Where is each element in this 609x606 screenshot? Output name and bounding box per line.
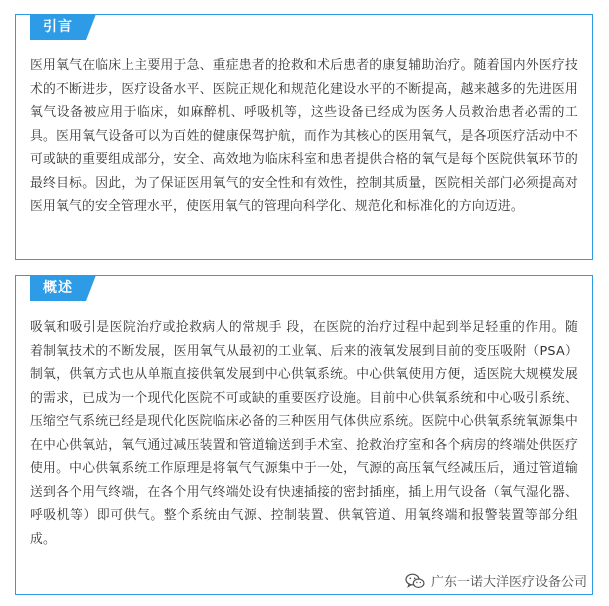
intro-header bbox=[30, 14, 96, 40]
intro-section bbox=[15, 14, 593, 260]
overview-tag-slant bbox=[86, 275, 96, 301]
watermark bbox=[405, 571, 587, 590]
intro-tag: 引言 bbox=[30, 14, 86, 40]
overview-header bbox=[30, 275, 96, 301]
overview-section bbox=[15, 275, 593, 595]
wechat-icon bbox=[405, 573, 425, 589]
watermark-text: 广东一诺大洋医疗设备公司 bbox=[430, 575, 587, 590]
intro-tag-slant bbox=[86, 14, 96, 40]
overview-tag: 概述 bbox=[30, 275, 86, 301]
intro-paragraph: 医用氧气在临床上主要用于急、重症患者的抢救和术后患者的康复辅助治疗。随着国内外医疗技术的不断进步，医疗设备水平、医院正规化和规范化建设水平的不断提高，越来越多的先进医用氧气设备被应用于临床，如麻醉机、呼吸机等，这些设备已经成为医务人员救治患者必需的工具。医用氧气设备可以为百姓的健康保驾护航，而作为其核心的医用氧气，是各项医疗活动中不可或缺的重要组成部分，安全、高效地为临床科室和患者提供合格的氧气是每个医院供氧环节的最终目标。因此，为了保证医用氧气的安全性和有效性，控制其质量，医院相关部门必须提高对医用氧气的安全管理水平，使医用氧气的管理向科学化、规范化和标准化的方向迈进。 bbox=[30, 58, 578, 214]
overview-paragraph: 吸氧和吸引是医院治疗或抢救病人的常规手 段，在医院的治疗过程中起到举足轻重的作用。随着制氧技术的不断发展，医用氧气从最初的工业氧、后来的液氧发展到目前的变压吸附（PSA）制氧，供氧方式也从单瓶直接供氧发展到中心供氧系统。中心供氧使用方便，适医院大规模发展的需求，已成为一个现代化医院不可或缺的重要医疗设施。目前中心供氧系统和中心吸引系统、压缩空气系统已经是现代化医院临床必备的三种医用气体供应系统。医院中心供氧系统氧源集中在中心供氧站，氧气通过减压装置和管道输送到手术室、抢救治疗室和各个病房的终端处供医疗使用。中心供氧系统工作原理是将氧气气源集中于一处，气源的高压氧气经减压后，通过管道输送到各个用气终端，在各个用气终端处设有快速插接的密封插座，插上用气设备（氧气湿化器、呼吸机等）即可供气。整个系统由气源、控制装置、供氧管道、用氧终端和报警装置等部分组成。 bbox=[30, 320, 578, 547]
